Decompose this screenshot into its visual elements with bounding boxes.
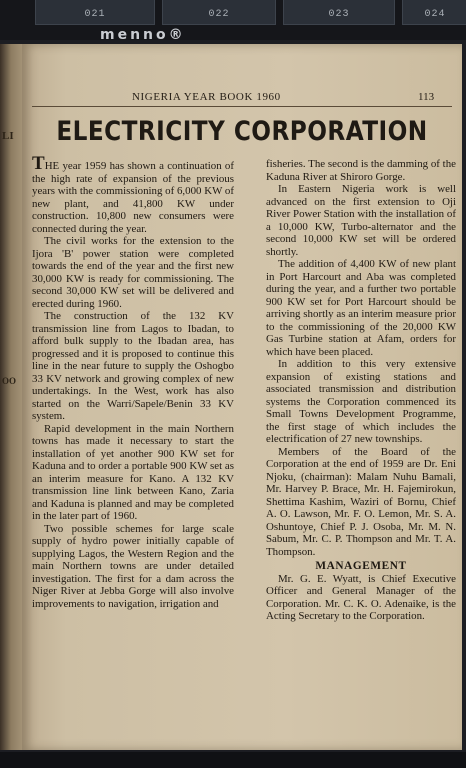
left-page-edge xyxy=(0,44,22,750)
paragraph: Members of the Board of the Corporation at the end of 1959 are Dr. Eni Njoku, (chairman): Malam Nuhu Bamali, Mr. Harvey P. Brace, Mr. H. Fajemirokun, Shettima Kashim, Waziri of Bornu, Chief A. O. Lawson, Mr. F. O. Lemon, Mr. S. A. Oshuntoye, Chief P. J. Osoba, Mr. M. N. Sabum, Mr. C. P. Thompson and Mr. T. A. Thompson. xyxy=(266,445,456,558)
paragraph: The civil works for the extension to the Ijora 'B' power station were completed towards the end of the year and the first new 30,000 KW is ready for commissioning. The second 30,000 KW set will be delivered and erected during 1960. xyxy=(32,235,234,310)
paragraph: Mr. G. E. Wyatt, is Chief Executive Officer and General Manager of the Corporation. Mr. C. K. O. Adenaike, is the Acting Secretary to the Corporation. xyxy=(266,572,456,622)
paragraph: In addition to this very extensive expansion of existing stations and associated transmission and distribution systems the Corporation commenced its Small Towns Development Programme, the first stage of which includes the electrification of 27 new townships. xyxy=(266,358,456,445)
paragraph: The construction of the 132 KV transmission line from Lagos to Ibadan, to afford bulk supply to the Ibadan area, has progressed and it is proposed to continue this line in the near future to supply the Oshogbo 33 KV network and growing complex of new undertakings. In the West, work has also started on the Warri/Sapele/Benin 33 KV system. xyxy=(32,310,234,422)
paragraph: Two possible schemes for large scale supply of hydro power initially capable of supplying Lagos, the Western Region and the main Northern towns are under detailed investigation. The first for a dam across the Niger River at Jebba Gorge will also involve improvements to navigation, irrigation and xyxy=(32,522,234,610)
page-number: 113 xyxy=(418,91,435,103)
running-head: NIGERIA YEAR BOOK 1960 xyxy=(132,91,281,103)
right-column xyxy=(266,158,456,623)
paragraph: fisheries. The second is the damming of the Kaduna River at Shiroro Gorge. xyxy=(266,158,456,183)
frame-number-label: 024 xyxy=(402,0,466,25)
left-page-fragment: LI xyxy=(2,130,14,142)
header-rule xyxy=(32,106,452,107)
frame-number-label: 021 xyxy=(35,0,155,25)
scanner-brand-logo: menno® xyxy=(100,27,186,43)
left-column xyxy=(32,153,234,610)
film-strip xyxy=(0,0,466,43)
article-title: ELECTRICITY CORPORATION xyxy=(56,116,428,147)
book-page xyxy=(22,44,462,750)
paragraph: THE year 1959 has shown a continuation of the high rate of expansion of the previous years with the commissioning of 6,000 KW of new plant, and 41,800 KW under construction. 10,800 new consumers were connected during the year. xyxy=(32,153,234,235)
scanner-bed xyxy=(0,752,466,768)
frame-number-label: 022 xyxy=(162,0,276,25)
paragraph: The addition of 4,400 KW of new plant in Port Harcourt and Aba was completed during the year, and a further two portable 900 KW set for Port Harcourt should be arriving shortly as an interim measure prior to the commissioning of the 20,000 KW Gas Turbine station at Afam, orders for which have been placed. xyxy=(266,258,456,358)
paragraph: In Eastern Nigeria work is well advanced on the first extension to Oji River Power Station with the installation of a 10,000 KW, Turbo-alternator and the second 10,000 KW set will be ordered shortly. xyxy=(266,183,456,258)
paragraph: Rapid development in the main Northern towns has made it necessary to start the installation of yet another 900 KW set for Kaduna and to order a portable 900 KW set as an interim measure for Kano. A 132 KV transmission line link between Kano, Zaria and Kaduna is planned and may be completed in the later part of 1960. xyxy=(32,422,234,522)
frame-number-label: 023 xyxy=(283,0,395,25)
drop-cap: T xyxy=(32,153,45,174)
section-heading: MANAGEMENT xyxy=(315,560,407,572)
left-page-fragment: OO xyxy=(2,376,17,386)
